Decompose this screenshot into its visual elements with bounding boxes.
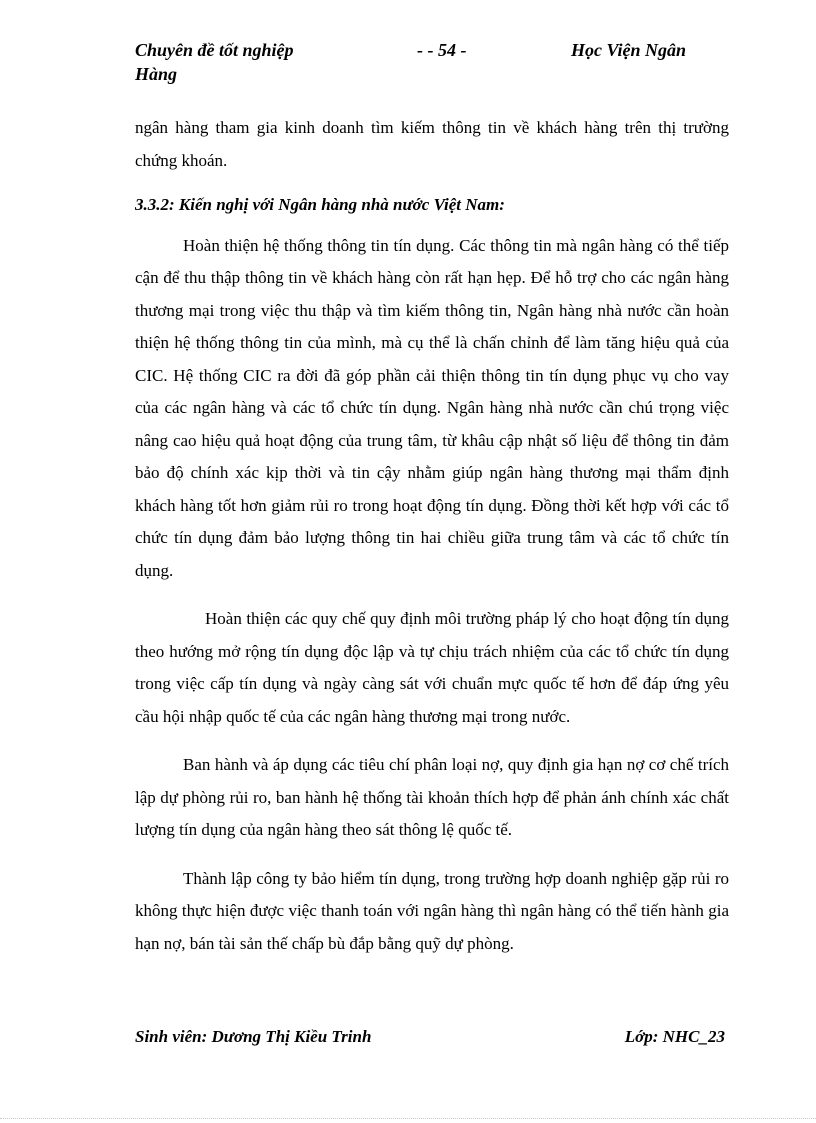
header-page-number: - - 54 - bbox=[417, 40, 467, 60]
section-heading: 3.3.2: Kiến nghị với Ngân hàng nhà nước Việt Nam: bbox=[135, 195, 505, 214]
paragraph-credit-info-system: Hoàn thiện hệ thống thông tin tín dụng. Các thông tin mà ngân hàng có thể tiếp cận để thu thập thông tin về khách hàng còn rất hạn hẹp. Để hỗ trợ cho các ngân hàng thương mại trong việc thu thập và tìm kiếm thông tin, Ngân hàng nhà nước cần hoàn thiện hệ thống thông tin của mình, mà cụ thể là chấn chỉnh để làm tăng hiệu quả của CIC. Hệ thống CIC ra đời đã góp phần cải thiện thông tin tín dụng phục vụ cho vay của các ngân hàng và các tổ chức tín dụng. Ngân hàng nhà nước cần chú trọng việc nâng cao hiệu quả hoạt động của trung tâm, từ khâu cập nhật số liệu để thông tin đảm bảo độ chính xác kịp thời và tin cậy nhằm giúp ngân hàng thương mại thẩm định khách hàng tốt hơn giảm rủi ro trong hoạt động tín dụng. Đồng thời kết hợp với các tổ chức tín dụng đảm bảo lượng thông tin hai chiều giữa trung tâm và các tổ chức tín dụng. bbox=[135, 235, 729, 580]
paragraph-credit-insurance: Thành lập công ty bảo hiểm tín dụng, trong trường hợp doanh nghiệp gặp rủi ro không thực hiện được việc thanh toán với ngân hàng thì ngân hàng có thể tiến hành gia hạn nợ, bán tài sản thế chấp bù đắp bằng quỹ dự phòng. bbox=[135, 868, 729, 953]
page-body bbox=[135, 112, 729, 960]
footer-student-name: Sinh viên: Dương Thị Kiều Trinh bbox=[135, 1027, 372, 1046]
page-bottom-divider bbox=[0, 1118, 816, 1119]
continued-paragraph: ngân hàng tham gia kinh doanh tìm kiếm thông tin về khách hàng trên thị trường chứng khoán. bbox=[135, 118, 729, 170]
footer-class: Lớp: NHC_23 bbox=[624, 1027, 725, 1046]
header-thesis-title: Chuyên đề tốt nghiệp Hàng bbox=[135, 40, 294, 84]
paragraph-legal-framework: Hoàn thiện các quy chế quy định môi trường pháp lý cho hoạt động tín dụng theo hướng mở rộng tín dụng độc lập và tự chịu trách nhiệm của các tổ chức tín dụng trong việc cấp tín dụng và ngày càng sát với chuẩn mực quốc tế hơn để đáp ứng yêu cầu hội nhập quốc tế của các ngân hàng thương mại trong nước. bbox=[135, 609, 729, 726]
paragraph-debt-classification: Ban hành và áp dụng các tiêu chí phân loại nợ, quy định gia hạn nợ cơ chế trích lập dự phòng rủi ro, ban hành hệ thống tài khoản thích hợp để phản ánh chính xác chất lượng tín dụng của ngân hàng theo sát thông lệ quốc tế. bbox=[135, 755, 729, 839]
header-institution: Học Viện Ngân bbox=[571, 40, 687, 60]
